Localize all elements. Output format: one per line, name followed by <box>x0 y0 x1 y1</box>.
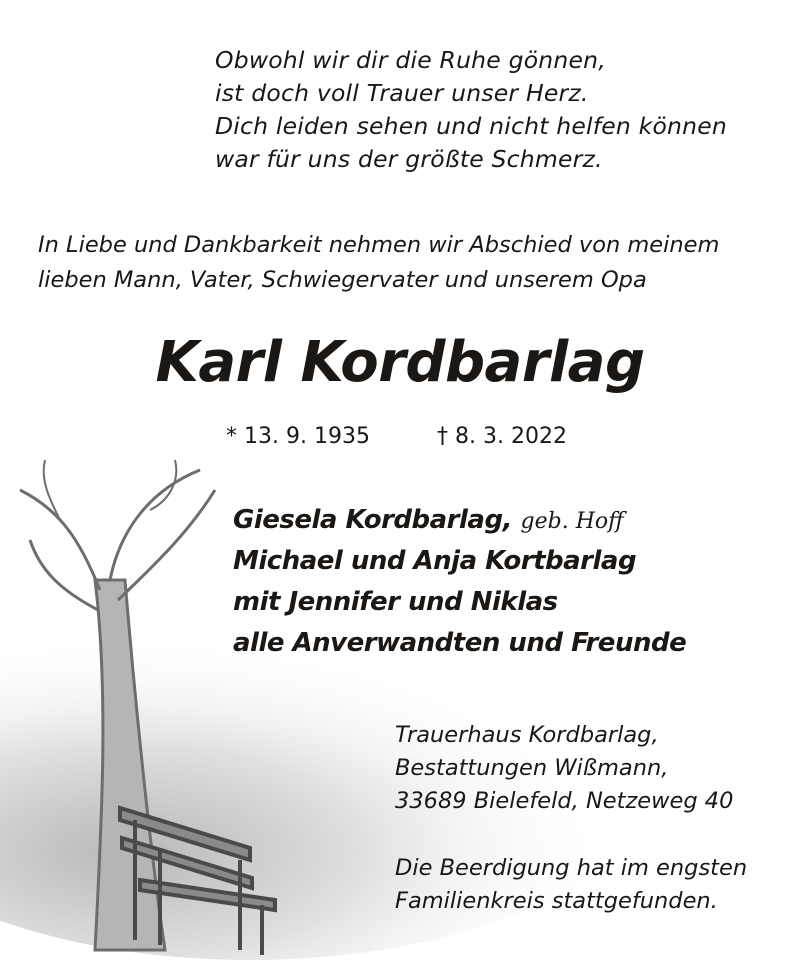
poem-line: Dich leiden sehen und nicht helfen können <box>215 112 727 140</box>
mourner-line: mit Jennifer und Niklas <box>233 587 558 617</box>
address-line: Bestattungen Wißmann, <box>395 755 669 781</box>
mourner-line: alle Anverwandten und Freunde <box>233 628 687 658</box>
mourner-line <box>233 505 624 535</box>
poem-line: ist doch voll Trauer unser Herz. <box>215 79 589 107</box>
poem-line: Obwohl wir dir die Ruhe gönnen, <box>215 46 606 74</box>
closing-line: Familienkreis stattgefunden. <box>395 888 718 914</box>
address-line: 33689 Bielefeld, Netzeweg 40 <box>395 788 734 814</box>
maiden-name: geb. Hoff <box>520 509 624 534</box>
mourner-name: Giesela Kordbarlag, <box>233 505 512 535</box>
mourner-line: Michael und Anja Kortbarlag <box>233 546 637 576</box>
intro-line: lieben Mann, Vater, Schwiegervater und unserem Opa <box>38 267 647 293</box>
deceased-name: Karl Kordbarlag <box>155 330 645 395</box>
address-line: Trauerhaus Kordbarlag, <box>395 722 659 748</box>
intro-line: In Liebe und Dankbarkeit nehmen wir Abschied von meinem <box>38 232 720 258</box>
poem-line: war für uns der größte Schmerz. <box>215 145 603 173</box>
birth-date: * 13. 9. 1935 <box>226 424 370 449</box>
death-date: † 8. 3. 2022 <box>437 424 567 449</box>
closing-line: Die Beerdigung hat im engsten <box>395 855 748 881</box>
